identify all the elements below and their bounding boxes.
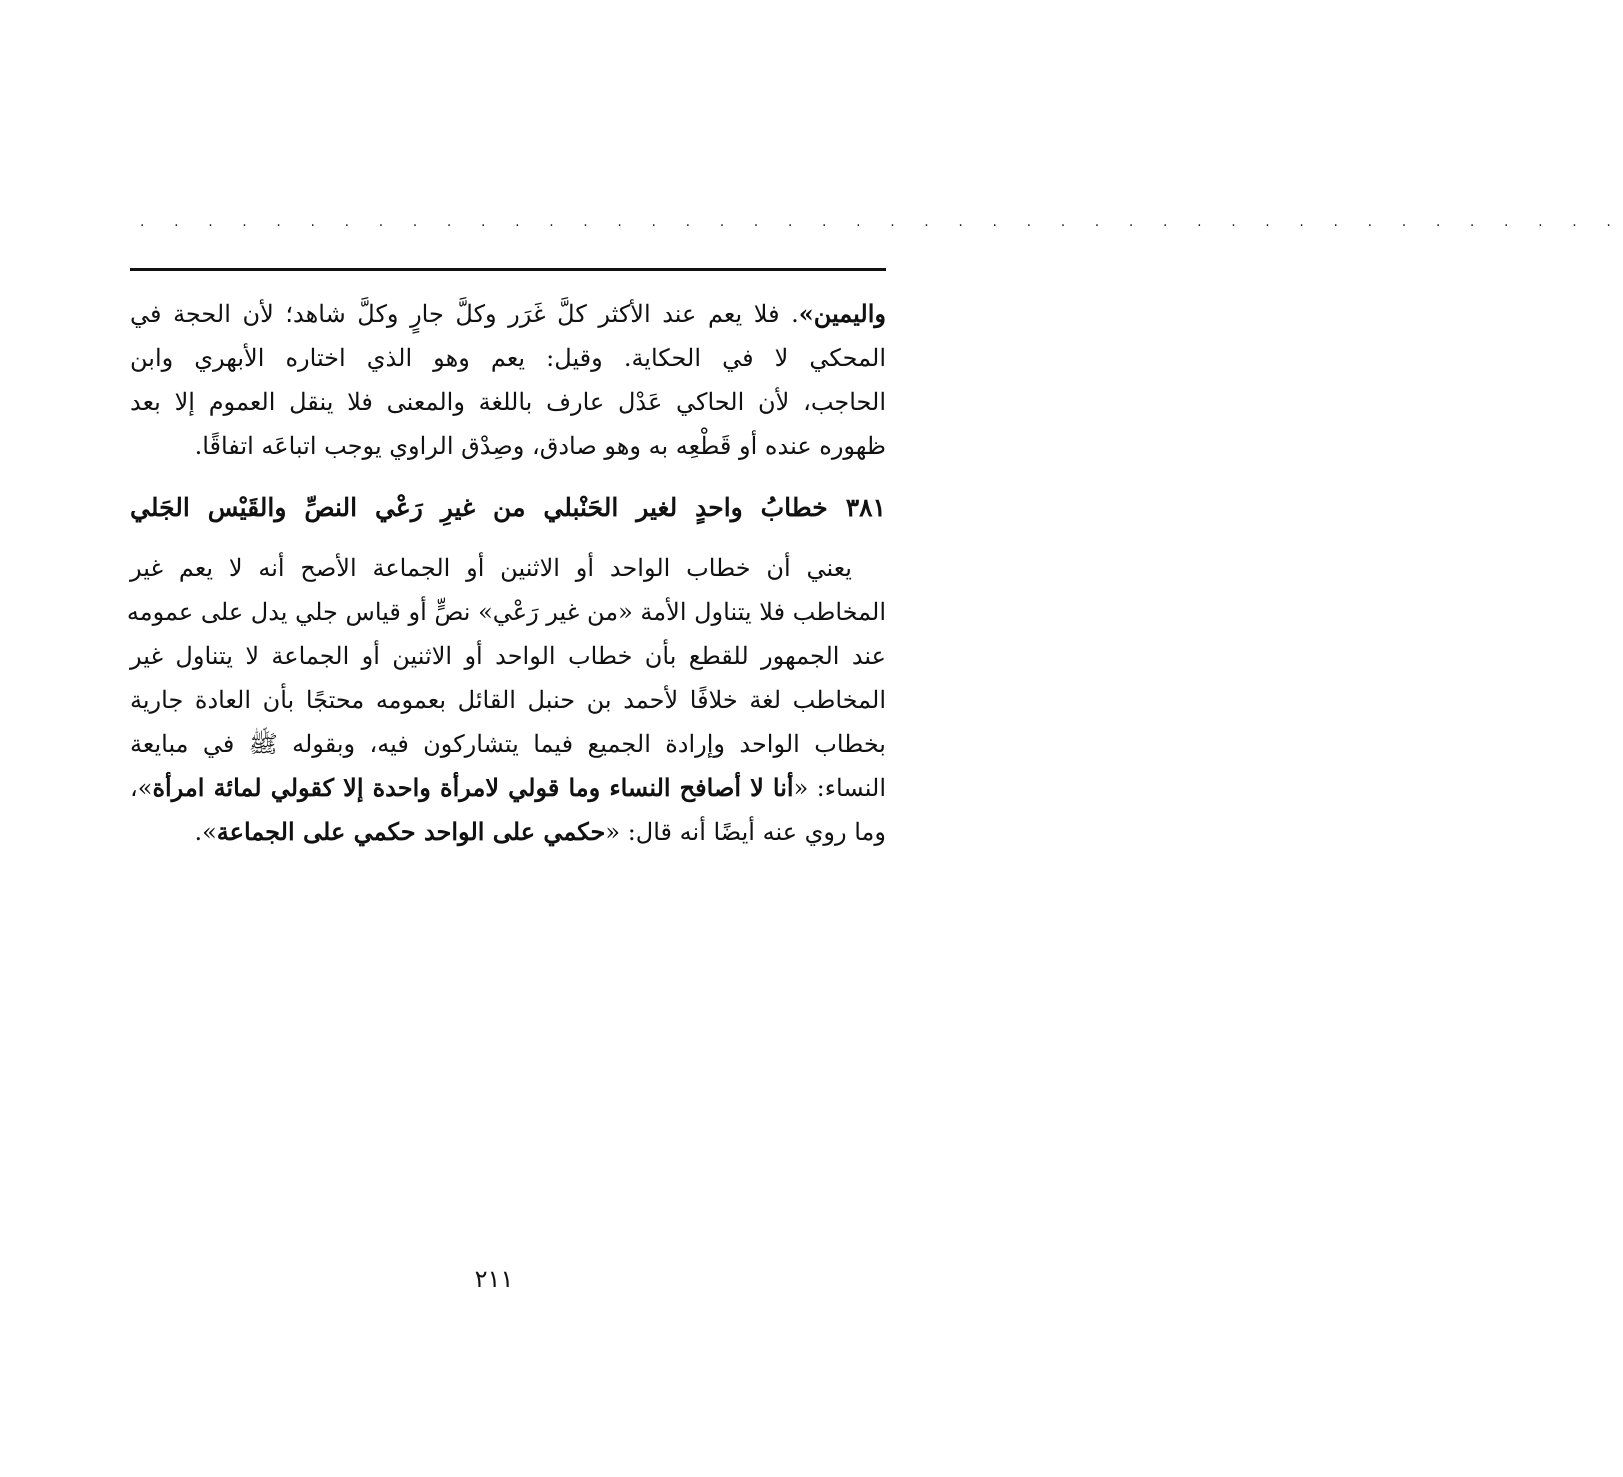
bold-term: واليمين» — [798, 299, 886, 328]
body-line-1: يعني أن خطاب الواحد أو الاثنين أو الجماعة الأصح أنه لا يعم غير — [130, 554, 852, 582]
separator-dots: . . . . . . . . . . . . . . . . . . . . . . . . . . . . . . . . . . . . . . . . . . . . — [140, 214, 1623, 230]
body-line-5: بخطاب الواحد وإرادة الجميع فيما يتشاركون فيه، وبقوله ﷺ في مبايعة — [130, 730, 886, 758]
commentary-line-1-text: . فلا يعم عند الأكثر كلَّ غَرَر وكلَّ جارٍ وكلَّ شاهد؛ لأن الحجة في — [130, 300, 799, 328]
hadith-quote-2: حكمي على الواحد حكمي على الجماعة — [216, 817, 606, 846]
commentary-paragraph — [130, 292, 886, 468]
verse-first-hemistich: خطابُ واحدٍ لغير الحَنْبلي — [543, 493, 828, 522]
verse-number: ٣٨١ — [845, 493, 886, 522]
hadith-quote-1: أنا لا أصافح النساء وما قولي لامرأة واحدة إلا كقولي لمائة امرأة — [152, 773, 794, 802]
commentary-line-2: المحكي لا في الحكاية. وقيل: يعم وهو الذي اختاره الأبهري وابن — [130, 344, 886, 372]
body-line-6-tail: »، — [130, 774, 153, 802]
explanation-paragraph — [126, 546, 886, 854]
body-line-6 — [130, 766, 886, 810]
page-number: ٢١١ — [474, 1265, 514, 1293]
body-line-7 — [130, 810, 886, 854]
verse-second-hemistich: من غيرِ رَعْي النصِّ والقَيْس الجَلي — [130, 493, 526, 522]
body-line-7-lead: وما روي عنه أيضًا أنه قال: « — [605, 818, 886, 846]
body-line-6-lead: النساء: « — [793, 774, 886, 802]
verse-heading — [130, 486, 886, 530]
body-line-7-tail: ». — [194, 818, 217, 846]
header-rule — [130, 268, 886, 271]
body-line-3: عند الجمهور للقطع بأن خطاب الواحد أو الاثنين أو الجماعة لا يتناول غير — [130, 642, 886, 670]
verse-line — [130, 486, 886, 530]
body-line-2: المخاطب فلا يتناول الأمة «من غير رَعْي» نصٍّ أو قياس جلي يدل على عمومه — [126, 598, 886, 626]
commentary-line-3: الحاجب، لأن الحاكي عَدْل عارف باللغة والمعنى فلا ينقل العموم إلا بعد — [130, 388, 886, 416]
body-line-4: المخاطب لغة خلافًا لأحمد بن حنبل القائل بعمومه محتجًا بأن العادة جارية — [130, 686, 886, 714]
commentary-line-1 — [130, 292, 886, 336]
commentary-line-4: ظهوره عنده أو قَطْعِه به وهو صادق، وصِدْق الراوي يوجب اتباعَه اتفاقًا. — [194, 432, 886, 460]
